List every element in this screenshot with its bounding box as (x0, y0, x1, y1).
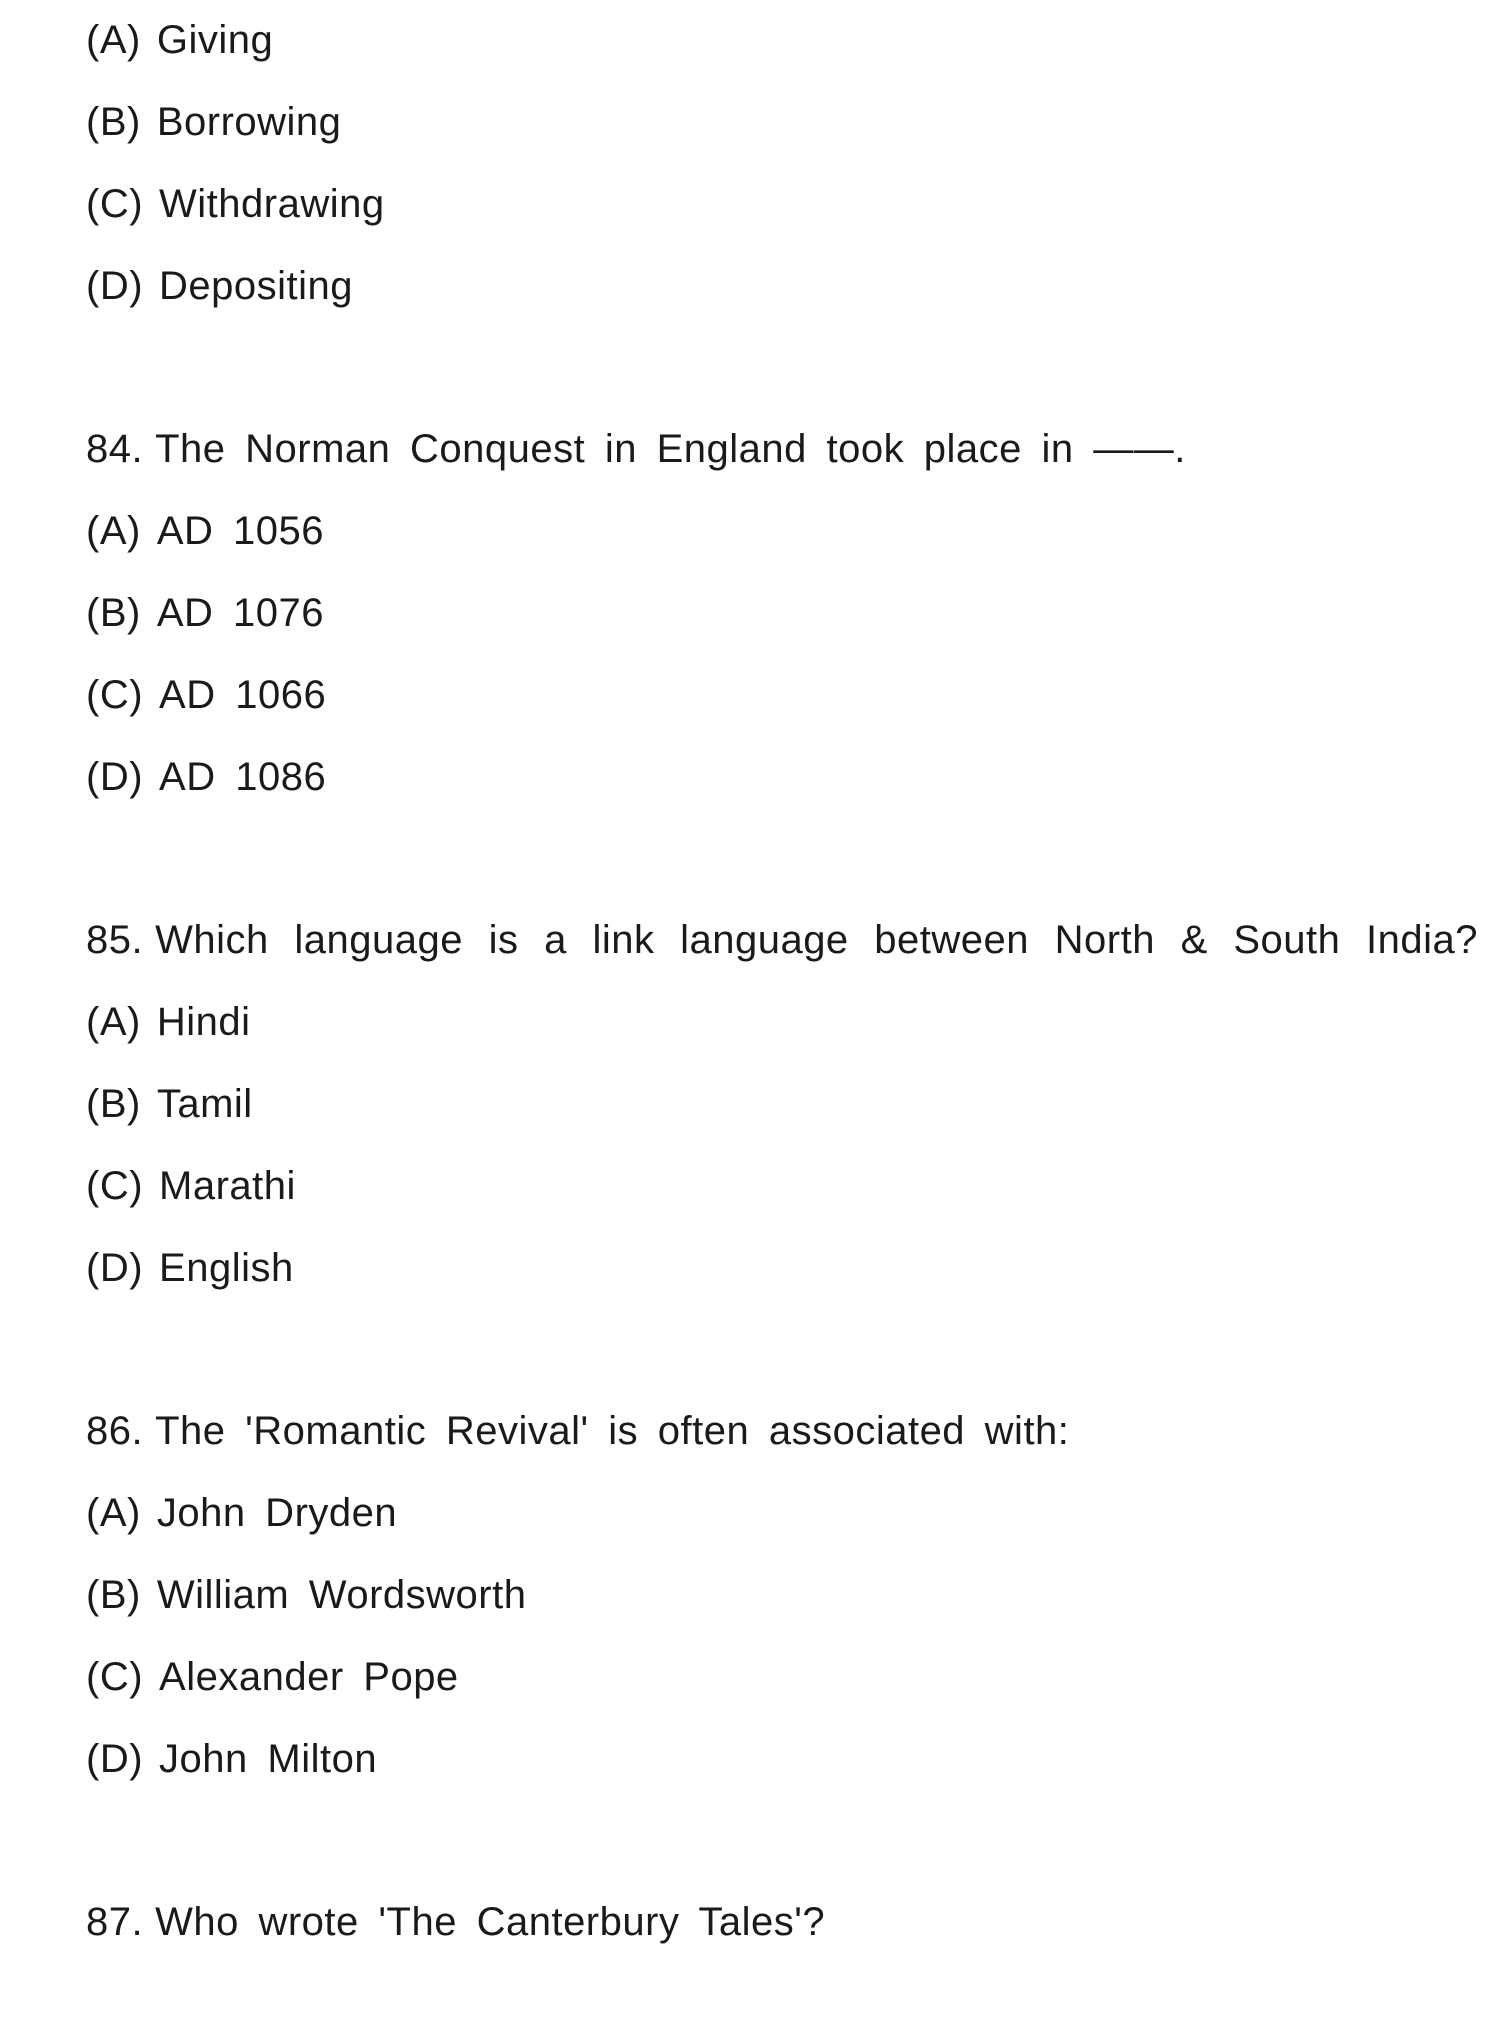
option-c (86, 1653, 459, 1701)
option-letter: (C) (86, 1164, 144, 1208)
option-a (86, 507, 324, 555)
option-letter: (D) (86, 1737, 144, 1781)
option-a (86, 998, 250, 1046)
question-number: 84. (86, 427, 144, 471)
option-a (86, 1489, 397, 1537)
option-c (86, 180, 385, 228)
option-c (86, 1162, 296, 1210)
question-number: 86. (86, 1409, 144, 1453)
option-text: Borrowing (156, 100, 342, 144)
option-text: Giving (156, 18, 274, 62)
option-letter: (B) (86, 1082, 141, 1126)
option-text: Depositing (159, 264, 354, 308)
question-text: Which language is a link language between North & South India? (155, 918, 1478, 962)
option-b (86, 1571, 526, 1619)
option-d (86, 262, 353, 310)
option-text: Marathi (159, 1164, 296, 1208)
option-text: AD 1076 (156, 591, 324, 635)
question-number: 87. (86, 1900, 144, 1944)
option-letter: (D) (86, 1246, 144, 1290)
option-a (86, 16, 273, 64)
option-d (86, 1735, 377, 1783)
question-85 (86, 916, 1478, 964)
option-d (86, 1244, 294, 1292)
question-text: Who wrote 'The Canterbury Tales'? (155, 1900, 826, 1944)
option-letter: (C) (86, 673, 144, 717)
option-letter: (D) (86, 264, 144, 308)
option-text: Tamil (156, 1082, 253, 1126)
question-86 (86, 1407, 1069, 1455)
option-letter: (C) (86, 1655, 144, 1699)
question-text: The Norman Conquest in England took place in ——. (155, 427, 1186, 471)
question-number: 85. (86, 918, 144, 962)
option-letter: (A) (86, 1000, 141, 1044)
option-letter: (B) (86, 591, 141, 635)
question-text: The 'Romantic Revival' is often associated with: (155, 1409, 1070, 1453)
question-87 (86, 1898, 825, 1946)
question-84 (86, 425, 1186, 473)
option-letter: (A) (86, 1491, 141, 1535)
option-letter: (B) (86, 1573, 141, 1617)
option-letter: (B) (86, 100, 141, 144)
option-text: Alexander Pope (159, 1655, 459, 1699)
option-text: John Milton (159, 1737, 378, 1781)
option-d (86, 753, 326, 801)
option-text: Withdrawing (159, 182, 385, 226)
option-letter: (D) (86, 755, 144, 799)
option-letter: (A) (86, 18, 141, 62)
option-b (86, 98, 341, 146)
option-letter: (C) (86, 182, 144, 226)
option-text: English (159, 1246, 294, 1290)
option-text: John Dryden (156, 1491, 398, 1535)
option-b (86, 1080, 253, 1128)
option-c (86, 671, 326, 719)
option-text: AD 1056 (156, 509, 324, 553)
option-letter: (A) (86, 509, 141, 553)
option-text: AD 1086 (159, 755, 327, 799)
option-text: Hindi (156, 1000, 251, 1044)
option-text: William Wordsworth (156, 1573, 527, 1617)
option-b (86, 589, 324, 637)
option-text: AD 1066 (159, 673, 327, 717)
